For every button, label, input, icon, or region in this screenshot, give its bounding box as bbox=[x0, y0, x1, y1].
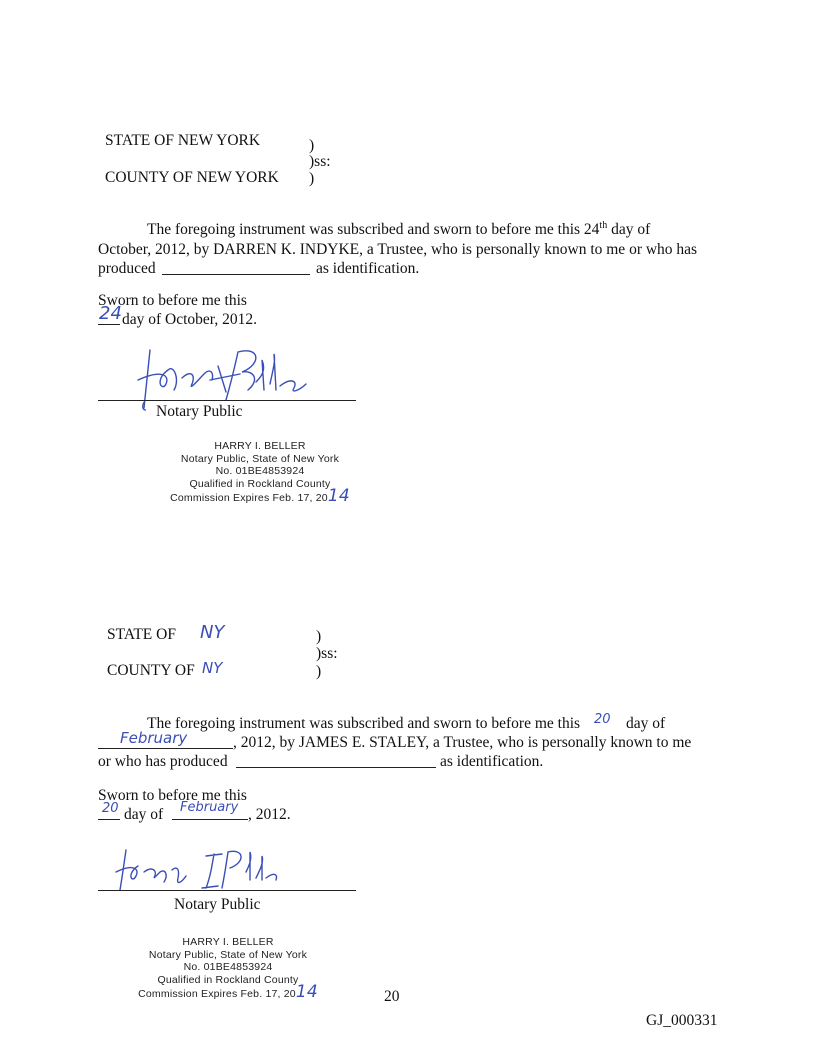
body-line1-1 bbox=[147, 220, 650, 239]
sworn-line1-2: Sworn to before me this bbox=[98, 787, 247, 804]
notary-label-1: Notary Public bbox=[156, 403, 243, 420]
signature-line-1 bbox=[98, 400, 356, 401]
body-month-handwritten-2: February bbox=[120, 729, 188, 747]
stamp-state: Notary Public, State of New York bbox=[148, 948, 308, 961]
body-line3-label-1: produced bbox=[98, 260, 156, 277]
bates-number: GJ_000331 bbox=[646, 1012, 718, 1029]
county-label-2: COUNTY OF bbox=[107, 662, 195, 679]
paren-top-1: ) bbox=[309, 137, 315, 154]
sworn-month-blank-2 bbox=[172, 819, 248, 820]
sworn-line2-tail-2: , 2012. bbox=[248, 806, 291, 823]
identification-blank-2 bbox=[236, 767, 436, 768]
ss-1: )ss: bbox=[309, 153, 331, 170]
page-number: 20 bbox=[384, 988, 400, 1005]
paren-top-2: ) bbox=[316, 628, 322, 645]
stamp-county: Qualified in Rockland County bbox=[157, 973, 299, 986]
notary-label-2: Notary Public bbox=[174, 896, 261, 913]
sworn-month-handwritten-2: February bbox=[180, 800, 239, 815]
body-line3-tail-2: as identification. bbox=[440, 753, 544, 770]
sworn-line2-1: day of October, 2012. bbox=[122, 311, 257, 328]
notary-stamp-1 bbox=[150, 440, 370, 505]
body-line2-2: , 2012, by JAMES E. STALEY, a Trustee, who is personally known to me bbox=[233, 734, 692, 751]
notary-stamp-2 bbox=[118, 936, 338, 1001]
ss-2: )ss: bbox=[316, 645, 338, 662]
body-line1-text: The foregoing instrument was subscribed and sworn to before me this 24 bbox=[147, 221, 600, 238]
notary-signature-2 bbox=[110, 842, 280, 896]
stamp-number: No. 01BE4853924 bbox=[215, 465, 305, 477]
sworn-day-handwritten-1: 24 bbox=[99, 303, 122, 324]
stamp-name: HARRY I. BELLER bbox=[182, 936, 274, 948]
body-line1-tail: day of bbox=[607, 221, 651, 238]
body-line3-tail-1: as identification. bbox=[316, 260, 420, 277]
stamp-name: HARRY I. BELLER bbox=[214, 440, 306, 452]
stamp-expires bbox=[118, 982, 338, 1002]
sworn-day-blank-2 bbox=[98, 819, 120, 820]
stamp-expires-text: Commission Expires Feb. 17, 20 bbox=[170, 492, 328, 504]
body-line1-tail-2: day of bbox=[626, 715, 666, 732]
state-handwritten-2: NY bbox=[200, 622, 225, 643]
county-handwritten-2: NY bbox=[202, 659, 223, 677]
stamp-state: Notary Public, State of New York bbox=[180, 452, 340, 465]
county-label-1: COUNTY OF NEW YORK bbox=[105, 169, 279, 186]
sworn-line1-1: Sworn to before me this bbox=[98, 292, 247, 309]
sworn-line2-2: day of bbox=[124, 806, 164, 823]
paren-bottom-1: ) bbox=[309, 170, 315, 187]
stamp-county: Qualified in Rockland County bbox=[189, 477, 331, 490]
body-line2-1: October, 2012, by DARREN K. INDYKE, a Trustee, who is personally known to me or who has bbox=[98, 241, 698, 258]
ordinal-suffix: th bbox=[599, 219, 608, 231]
stamp-expires bbox=[150, 486, 370, 506]
body-line1-2: The foregoing instrument was subscribed and sworn to before me this bbox=[147, 715, 581, 732]
sworn-day-handwritten-2: 20 bbox=[102, 801, 119, 816]
identification-blank-1 bbox=[162, 274, 310, 275]
body-line3-label-2: or who has produced bbox=[98, 753, 228, 770]
signature-line-2 bbox=[98, 890, 356, 891]
stamp-year-handwritten: 14 bbox=[327, 486, 350, 506]
paren-bottom-2: ) bbox=[316, 663, 322, 680]
state-label-2: STATE OF bbox=[107, 626, 176, 643]
sworn-day-blank-1 bbox=[98, 324, 120, 325]
stamp-expires-text: Commission Expires Feb. 17, 20 bbox=[138, 988, 296, 1000]
stamp-number: No. 01BE4853924 bbox=[183, 961, 273, 973]
stamp-year-handwritten: 14 bbox=[295, 982, 318, 1002]
body-day-handwritten-2: 20 bbox=[594, 712, 611, 727]
state-label-1: STATE OF NEW YORK bbox=[105, 132, 261, 149]
body-month-blank-2 bbox=[98, 748, 233, 749]
